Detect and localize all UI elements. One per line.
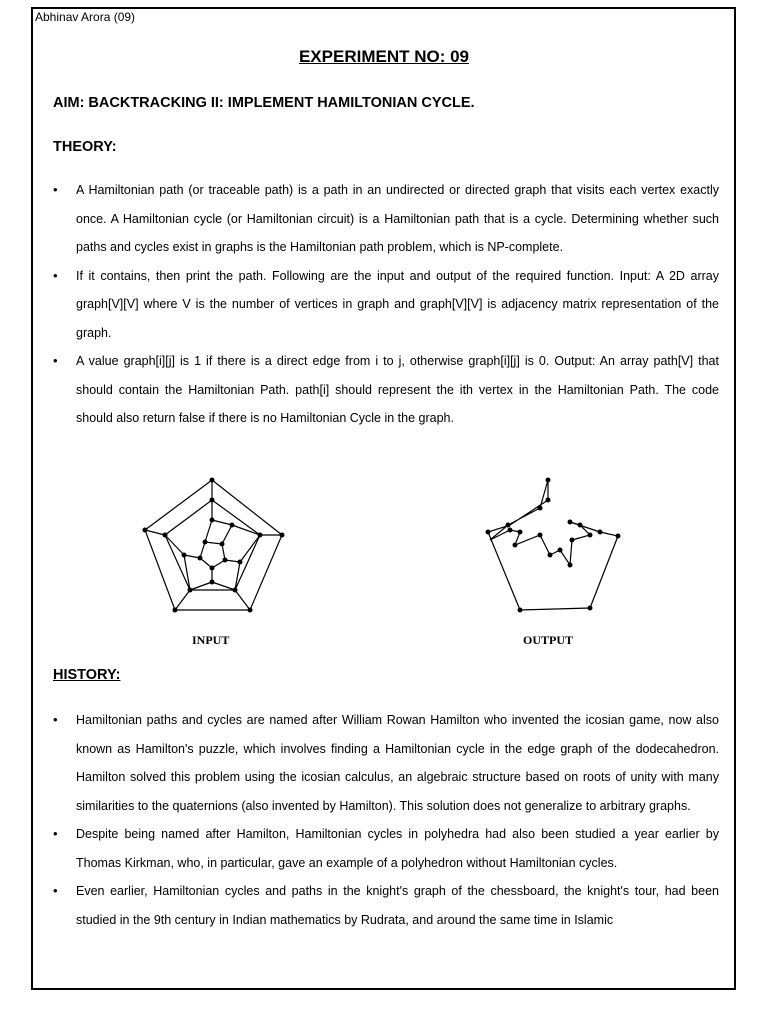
- theory-list: [53, 176, 719, 433]
- theory-bullet: • A value graph[i][j] is 1 if there is a direct edge from i to j, otherwise graph[i][j] is 0. Output: An array path[V] that should contain the Hamiltonian Path. path[i] should represent the ith vertex in the Hamiltonian Path. The code should also return false if there is no Hamiltonian Cycle in the graph.: [53, 347, 719, 433]
- hamiltonian-figure: [100, 470, 660, 655]
- input-figure-label: INPUT: [192, 633, 230, 647]
- aim-heading: AIM: BACKTRACKING II: IMPLEMENT HAMILTONIAN CYCLE.: [53, 95, 475, 111]
- history-heading: HISTORY:: [53, 667, 121, 683]
- history-bullet: • Despite being named after Hamilton, Hamiltonian cycles in polyhedra had also been studied a year earlier by Thomas Kirkman, who, in particular, gave an example of a polyhedron without Hamiltonian cycles.: [53, 820, 719, 877]
- theory-heading: THEORY:: [53, 139, 117, 155]
- output-figure-label: OUTPUT: [523, 633, 574, 647]
- input-graph-vertices: [143, 478, 285, 613]
- theory-bullet: • If it contains, then print the path. Following are the input and output of the required function. Input: A 2D array graph[V][V] where V is the number of vertices in graph and graph[V][V] is adjacency matrix representation of the graph.: [53, 262, 719, 348]
- output-graph-vertices: [486, 478, 621, 613]
- experiment-title: EXPERIMENT NO: 09: [298, 47, 470, 66]
- author-name: Abhinav Arora (09): [35, 10, 136, 24]
- history-bullet: • Even earlier, Hamiltonian cycles and paths in the knight's graph of the chessboard, the knight's tour, had been studied in the 9th century in Indian mathematics by Rudrata, and around the same time in Islamic: [53, 877, 719, 934]
- history-list: [53, 706, 719, 934]
- output-graph: [488, 480, 618, 610]
- history-bullet: • Hamiltonian paths and cycles are named after William Rowan Hamilton who invented the icosian game, now also known as Hamilton's puzzle, which involves finding a Hamiltonian cycle in the edge graph of the dodecahedron. Hamilton solved this problem using the icosian calculus, an algebraic structure based on roots of unity with many similarities to the quaternions (also invented by Hamilton). This solution does not generalize to arbitrary graphs.: [53, 706, 719, 820]
- theory-bullet: • A Hamiltonian path (or traceable path) is a path in an undirected or directed graph that visits each vertex exactly once. A Hamiltonian cycle (or Hamiltonian circuit) is a Hamiltonian path that is a cycle. Determining whether such paths and cycles exist in graphs is the Hamiltonian path problem, which is NP-complete.: [53, 176, 719, 262]
